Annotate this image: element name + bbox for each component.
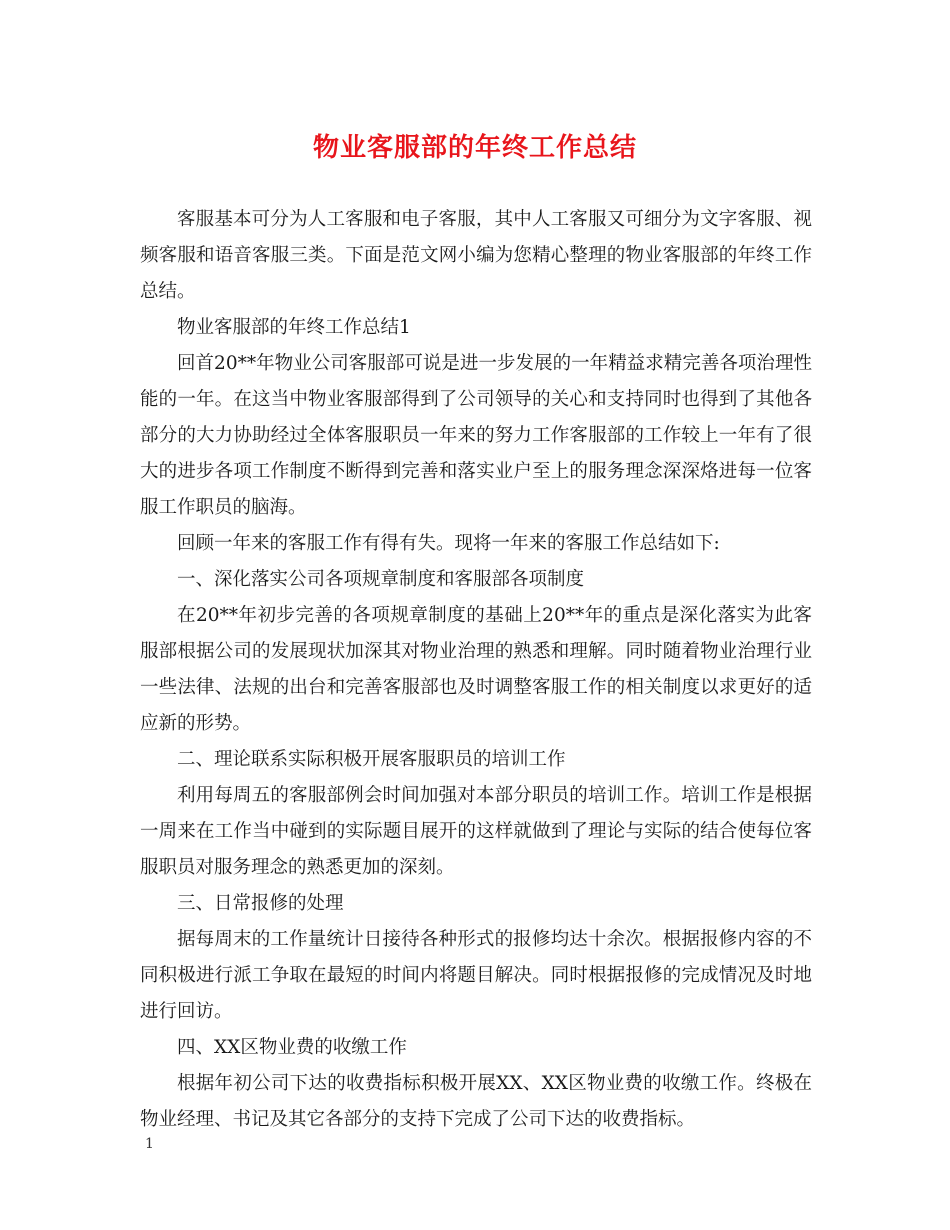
paragraph-section-1: 在20**年初步完善的各项规章制度的基础上20**年的重点是深化落实为此客服部根据公司的发展现状加深其对物业治理的熟悉和理解。同时随着物业治理行业一些法律、法规的出台和完善客服部也及时调整客服工作的相关制度以求更好的适应新的形势。 — [140, 605, 812, 734]
section-heading-summary-1: 物业客服部的年终工作总结1 — [177, 317, 411, 338]
section-heading-4: 四、XX区物业费的收缴工作 — [177, 1037, 407, 1058]
section-heading-2: 二、理论联系实际积极开展客服职员的培训工作 — [177, 749, 566, 770]
paragraph-overview: 回顾一年来的客服工作有得有失。现将一年来的客服工作总结如下: — [177, 533, 720, 554]
paragraph-section-2: 利用每周五的客服部例会时间加强对本部分职员的培训工作。培训工作是根据一周来在工作当中碰到的实际题目展开的这样就做到了理论与实际的结合使每位客服职员对服务理念的熟悉更加的深刻。 — [140, 785, 812, 878]
document-title: 物业客服部的年终工作总结 — [312, 133, 637, 163]
section-heading-1: 一、深化落实公司各项规章制度和客服部各项制度 — [177, 569, 585, 590]
page-number: 1 — [145, 1136, 154, 1152]
document-body — [140, 202, 812, 1138]
paragraph-section-4: 根据年初公司下达的收费指标积极开展XX、XX区物业费的收缴工作。终极在物业经理、书记及其它各部分的支持下完成了公司下达的收费指标。 — [140, 1073, 812, 1130]
paragraph-intro: 客服基本可分为人工客服和电子客服，其中人工客服又可细分为文字客服、视频客服和语音客服三类。下面是范文网小编为您精心整理的物业客服部的年终工作总结。 — [140, 209, 812, 302]
section-heading-3: 三、日常报修的处理 — [177, 893, 344, 914]
paragraph-review: 回首20**年物业公司客服部可说是进一步发展的一年精益求精完善各项治理性能的一年。在这当中物业客服部得到了公司领导的关心和支持同时也得到了其他各部分的大力协助经过全体客服职员一年来的努力工作客服部的工作较上一年有了很大的进步各项工作制度不断得到完善和落实业户至上的服务理念深深烙进每一位客服工作职员的脑海。 — [140, 353, 812, 518]
paragraph-section-3: 据每周末的工作量统计日接待各种形式的报修均达十余次。根据报修内容的不同积极进行派工争取在最短的时间内将题目解决。同时根据报修的完成情况及时地进行回访。 — [140, 929, 812, 1022]
